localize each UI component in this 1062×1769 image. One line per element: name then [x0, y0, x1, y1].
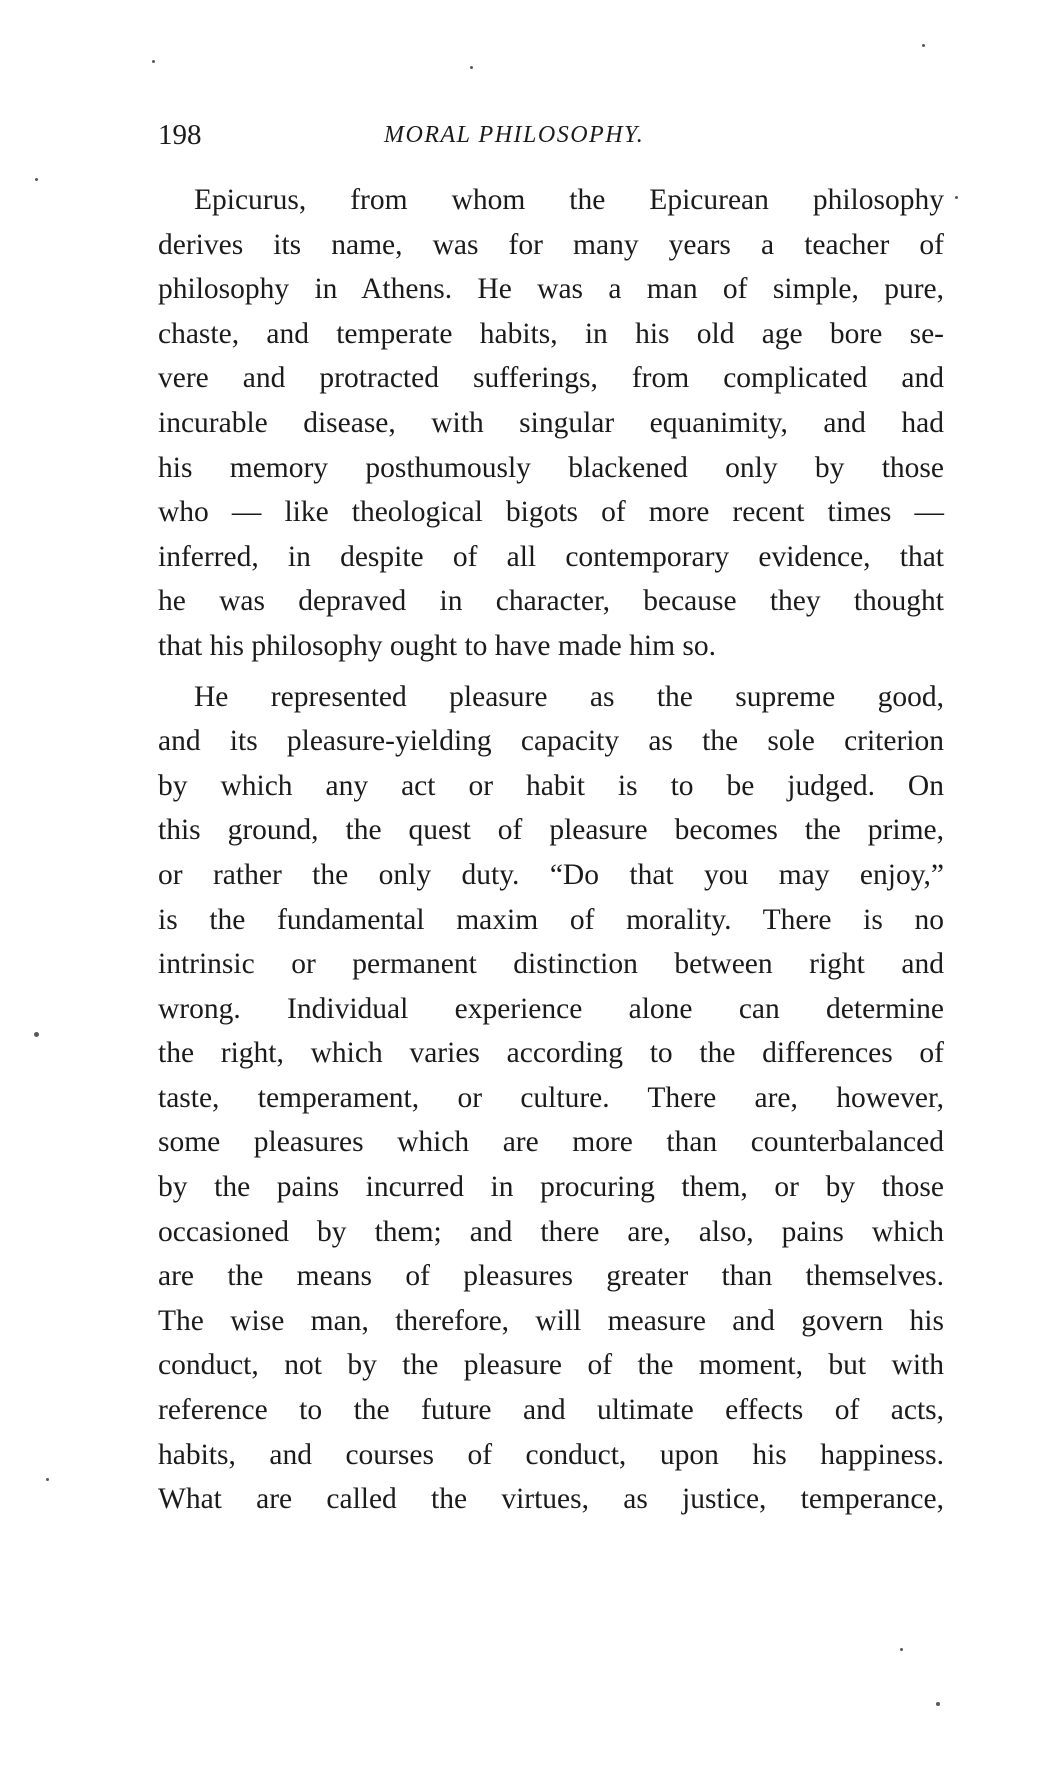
text-line: by which any act or habit is to be judged. On [158, 769, 944, 802]
text-line: is the fundamental maxim of morality. There is no [158, 903, 944, 936]
scan-speck [35, 178, 38, 181]
text-line: intrinsic or permanent distinction between right and [158, 948, 944, 981]
running-head [158, 117, 946, 157]
text-line: conduct, not by the pleasure of the moment, but with [158, 1349, 944, 1382]
text-line: or rather the only duty. “Do that you may enjoy,” [158, 858, 944, 891]
scan-speck [955, 196, 958, 199]
text-line: The wise man, therefore, will measure and govern his [158, 1304, 944, 1337]
text-line: incurable disease, with singular equanimity, and had [158, 406, 944, 439]
scan-speck [34, 1032, 39, 1037]
text-line: that his philosophy ought to have made him so. [158, 629, 716, 662]
text-line: his memory posthumously blackened only by those [158, 451, 944, 484]
text-line: and its pleasure-yielding capacity as the sole criterion [158, 725, 944, 758]
scan-speck [922, 44, 925, 47]
paragraph-pleasure [158, 675, 944, 1522]
body-text [158, 178, 944, 1522]
text-line: taste, temperament, or culture. There are, however, [158, 1081, 944, 1114]
text-line: Epicurus, from whom the Epicurean philosophy [194, 184, 944, 216]
text-line: What are called the virtues, as justice, temperance, [158, 1483, 944, 1516]
text-line: this ground, the quest of pleasure becomes the prime, [158, 814, 944, 847]
text-line: by the pains incurred in procuring them, or by those [158, 1171, 944, 1204]
text-line: are the means of pleasures greater than themselves. [158, 1260, 944, 1293]
scan-speck [900, 1648, 903, 1651]
text-line: philosophy in Athens. He was a man of simple, pure, [158, 273, 944, 306]
text-line: he was depraved in character, because they thought [158, 585, 944, 618]
text-line: inferred, in despite of all contemporary evidence, that [158, 540, 944, 573]
text-line: who — like theological bigots of more recent times — [158, 496, 944, 529]
text-line: the right, which varies according to the differences of [158, 1037, 944, 1070]
running-title: MORAL PHILOSOPHY. [384, 122, 645, 148]
text-line: wrong. Individual experience alone can determine [158, 992, 944, 1025]
text-line: habits, and courses of conduct, upon his happiness. [158, 1438, 944, 1471]
text-line: some pleasures which are more than counterbalanced [158, 1126, 944, 1159]
scan-speck [470, 66, 473, 69]
page-number: 198 [158, 119, 202, 151]
scan-speck [46, 1478, 49, 1481]
text-line: chaste, and temperate habits, in his old age bore se- [158, 317, 944, 350]
text-line: occasioned by them; and there are, also, pains which [158, 1215, 944, 1248]
paragraph-epicurus [158, 178, 944, 669]
text-line: derives its name, was for many years a teacher of [158, 228, 944, 261]
text-line: vere and protracted sufferings, from complicated and [158, 362, 944, 395]
scan-speck [152, 60, 155, 63]
text-line: reference to the future and ultimate effects of acts, [158, 1394, 944, 1427]
scan-speck [936, 1702, 940, 1706]
text-line: He represented pleasure as the supreme good, [194, 680, 944, 713]
